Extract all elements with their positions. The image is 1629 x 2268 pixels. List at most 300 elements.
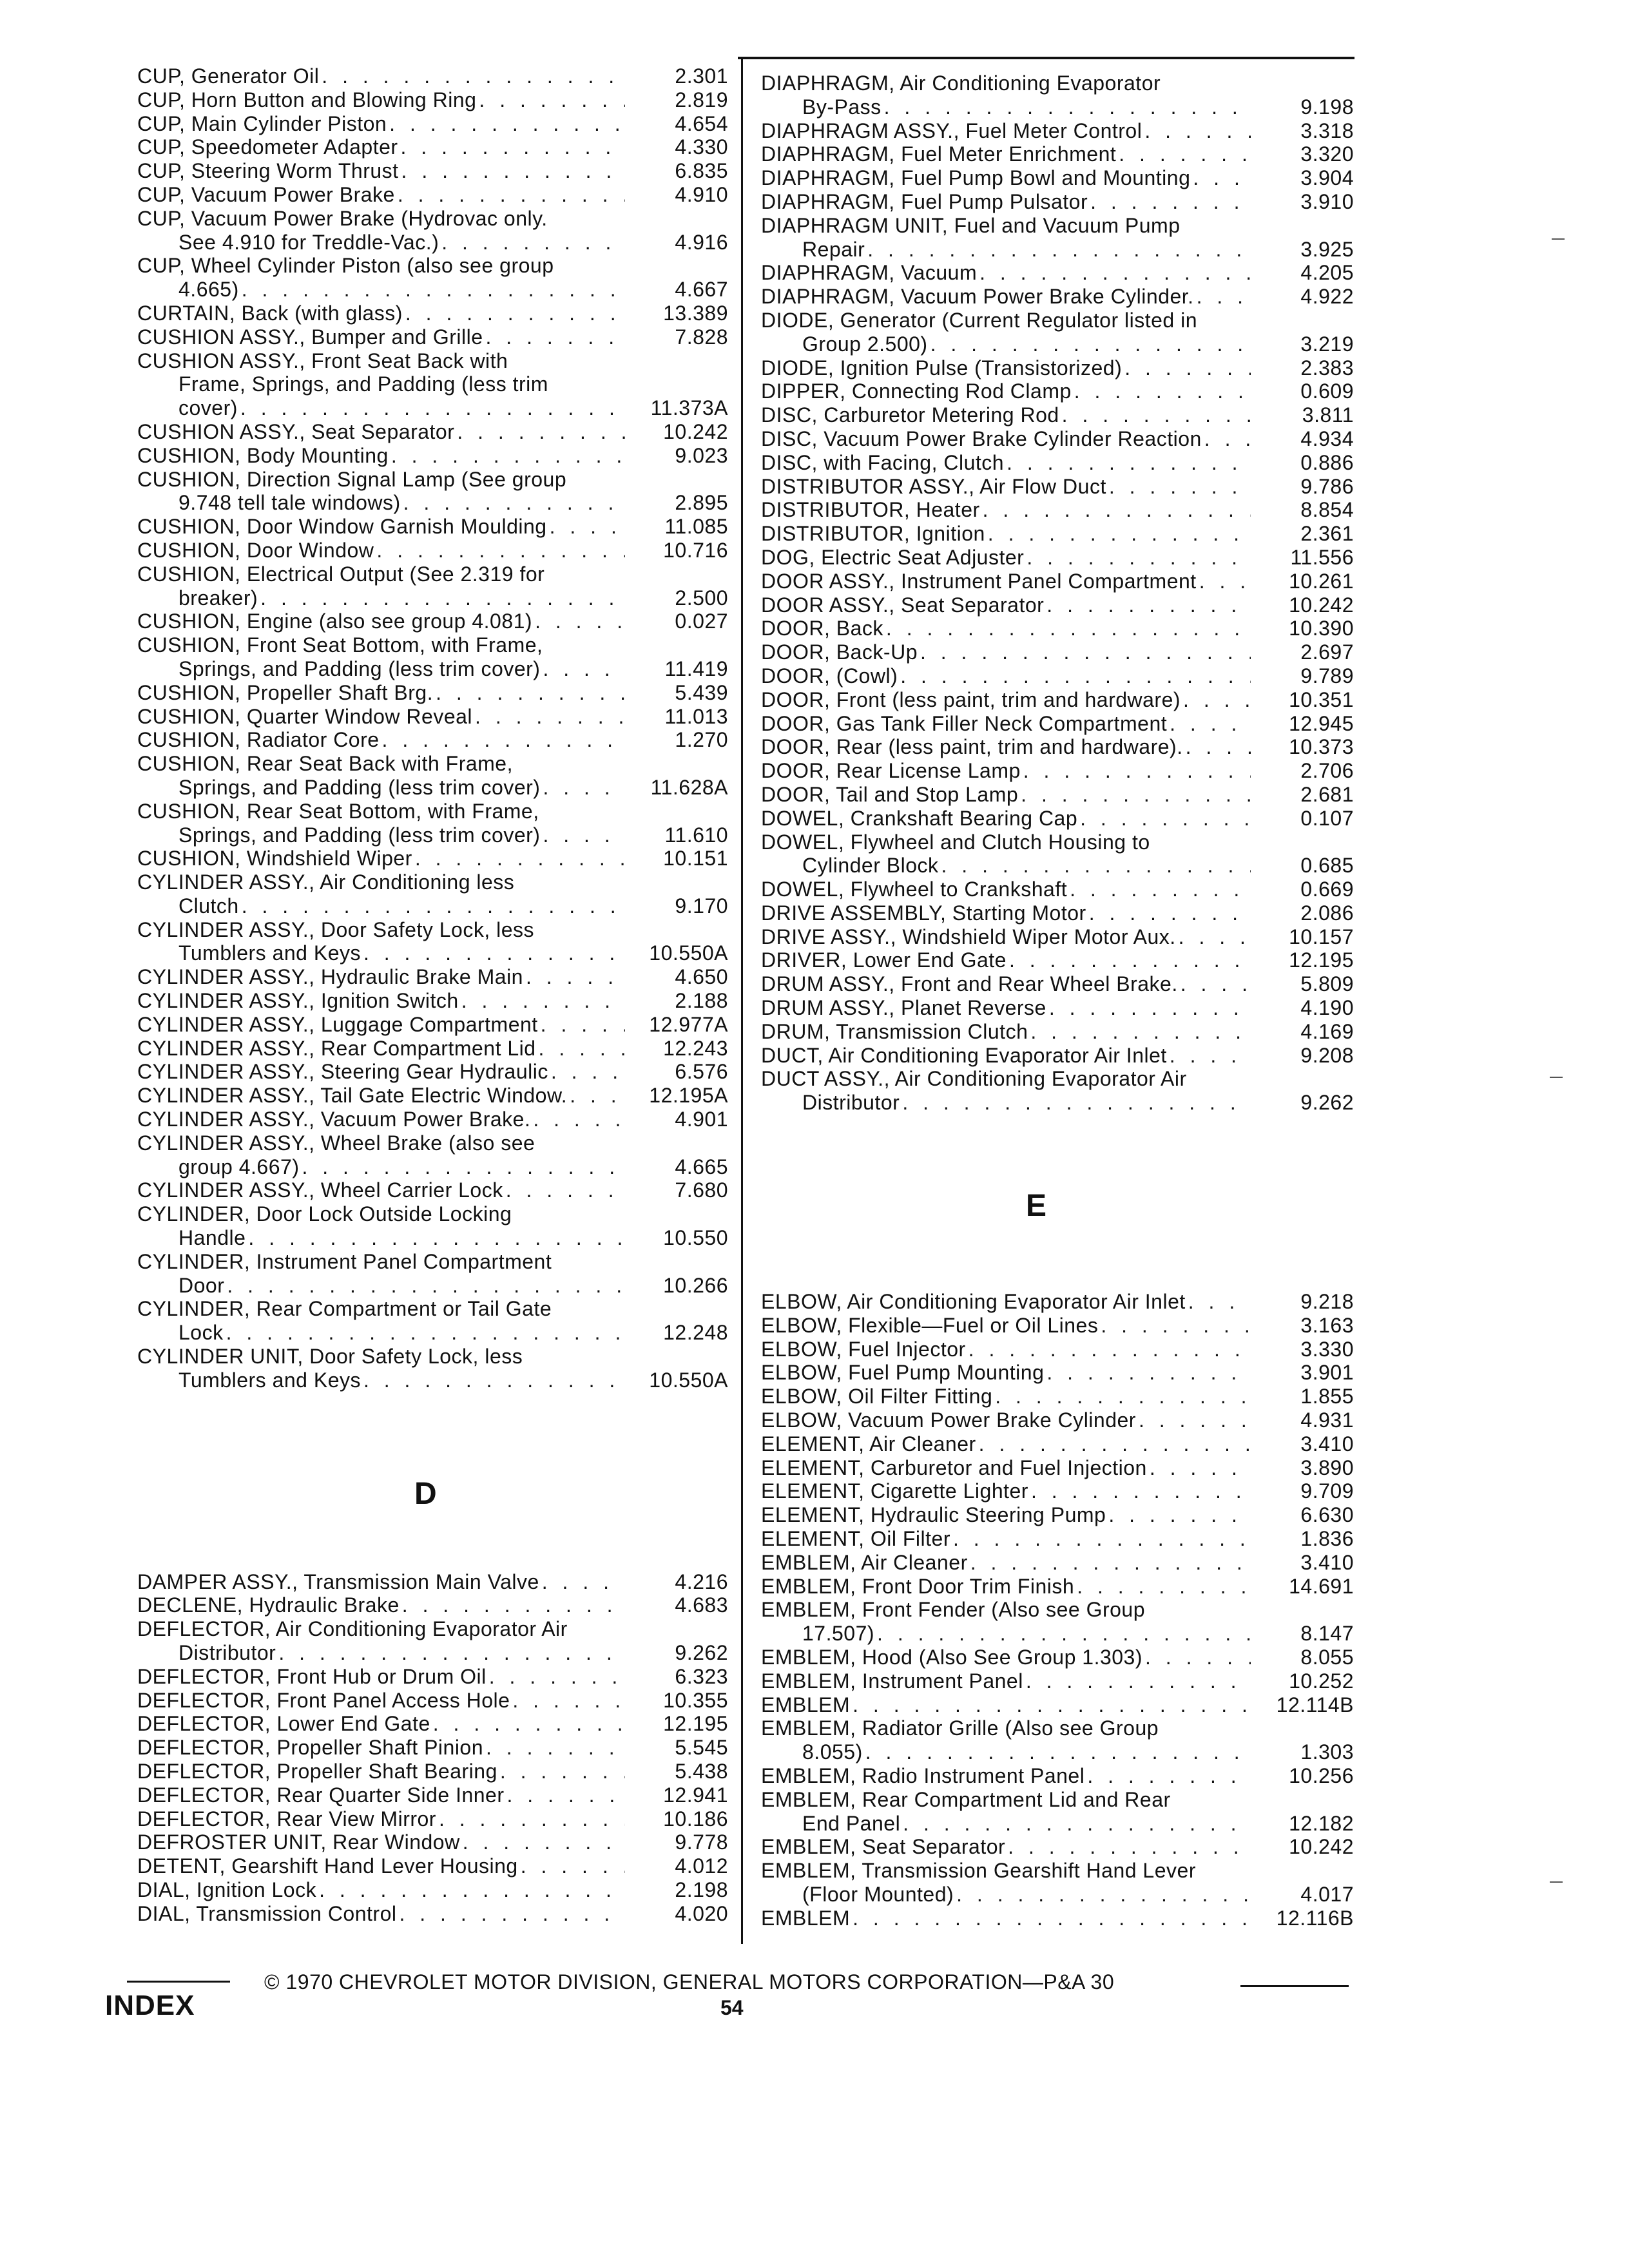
dot-leader [850,1907,1251,1930]
entry-page-ref: 1.855 [1300,1385,1354,1408]
entry-text: DEFLECTOR, Air Conditioning Evaporator Air [137,1617,568,1641]
entry-text: CUP, Horn Button and Blowing Ring [137,88,477,111]
index-entry [137,183,728,207]
dot-leader [1086,901,1251,925]
dot-leader [900,1091,1251,1115]
entry-text: CUSHION, Electrical Output (See 2.319 for [137,562,545,586]
entry-text: CURTAIN, Back (with glass) [137,301,403,325]
entry-page-ref: 3.910 [1300,189,1354,213]
entry-text: ELEMENT, Cigarette Lighter [761,1479,1028,1503]
entry-page-ref: 12.114B [1276,1693,1354,1716]
entry-text: DOOR, Back [761,617,883,640]
entry-text: DRUM, Transmission Clutch [761,1019,1028,1043]
entry-page-ref: 10.242 [1289,593,1354,617]
dot-leader [530,1108,625,1131]
index-entry [761,807,1354,831]
footer-rule-left [127,1981,230,1983]
dot-leader [538,1013,625,1037]
entry-text: DISC, with Facing, Clutch [761,450,1005,474]
index-entry [761,1598,1354,1646]
entry-page-ref: 12.945 [1289,711,1354,735]
dot-leader [400,1593,625,1617]
entry-text: Springs, and Padding (less trim cover) [178,823,541,847]
dot-leader [1194,285,1251,309]
index-entry [761,901,1354,925]
index-entry [761,617,1354,640]
entry-text: See 4.910 for Treddle-Vac.) [178,230,439,254]
entry-text: DISTRIBUTOR, Heater [761,498,980,522]
index-entry [761,142,1354,166]
dot-leader [1190,166,1251,190]
entry-text: End Panel [802,1811,901,1835]
dot-leader [968,1551,1251,1575]
entry-text: (Floor Mounted) [802,1882,954,1906]
entry-page-ref: 2.086 [1300,901,1354,925]
index-entry [761,1432,1354,1456]
index-entry [137,1570,728,1594]
index-entry [761,72,1354,119]
index-entry [761,640,1354,664]
index-entry [137,633,728,681]
index-entry [761,190,1354,214]
entry-page-ref: 12.116B [1276,1906,1354,1930]
entry-text: CYLINDER ASSY., Ignition Switch [137,989,459,1013]
entry-text: ELEMENT, Carburetor and Fuel Injection [761,1456,1147,1479]
footer-index-label: INDEX [105,1990,195,2021]
dot-leader [1007,948,1251,972]
entry-text: ELBOW, Oil Filter Fitting [761,1385,993,1408]
index-entry [761,735,1354,759]
entry-text: DECLENE, Hydraulic Brake [137,1593,400,1617]
entry-text: EMBLEM [761,1693,851,1716]
entry-page-ref: 11.373A [650,396,728,420]
index-entry [761,1551,1354,1575]
entry-page-ref: 4.922 [1300,285,1354,309]
entry-page-ref: 6.630 [1300,1503,1354,1527]
index-entry [761,925,1354,949]
index-entry [137,1037,728,1061]
entry-text: group 4.667) [178,1155,300,1178]
dot-leader [540,657,625,681]
dot-leader [1046,996,1251,1020]
index-entry [761,948,1354,972]
index-entry [137,1878,728,1902]
index-entry [137,1760,728,1783]
index-entry [761,878,1354,901]
entry-text: 8.055) [802,1740,863,1764]
entry-text: DEFLECTOR, Propeller Shaft Bearing [137,1760,497,1783]
index-entry [761,759,1354,783]
entry-text: DRIVE ASSY., Windshield Wiper Motor Aux. [761,925,1176,948]
index-entry [761,1314,1354,1338]
entry-page-ref: 4.190 [1300,996,1354,1020]
entry-page-ref: 1.270 [675,728,728,752]
entry-text: DOOR, Rear License Lamp [761,759,1021,783]
dot-leader [1183,735,1251,759]
dot-leader [523,965,625,989]
entry-text: Cylinder Block [802,854,939,878]
dot-leader [433,681,625,705]
index-entry [761,1020,1354,1044]
dot-leader [1018,783,1251,807]
dot-leader [1005,1835,1251,1859]
index-entry [137,207,728,255]
entry-page-ref: 9.262 [1300,1091,1354,1115]
entry-page-ref: 2.500 [675,586,728,610]
entry-text: EMBLEM, Air Cleaner [761,1550,968,1574]
dot-leader [539,1570,625,1594]
index-entry [761,1859,1354,1907]
entry-page-ref: 12.182 [1289,1811,1354,1835]
entry-page-ref: 10.157 [1289,925,1354,948]
index-entry [137,1807,728,1831]
entry-page-ref: 9.709 [1300,1479,1354,1503]
index-entry [137,1617,728,1665]
dot-leader [928,332,1251,356]
index-entry [761,972,1354,996]
entry-page-ref: 10.256 [1289,1764,1354,1787]
entry-page-ref: 3.890 [1300,1456,1354,1479]
entry-text: CUP, Steering Worm Thrust [137,159,399,183]
index-entry [761,664,1354,688]
dot-leader [1077,807,1251,831]
index-entry [137,610,728,633]
index-entry [761,309,1354,356]
entry-text: breaker) [178,586,258,610]
entry-text: CYLINDER ASSY., Vacuum Power Brake. [137,1108,531,1131]
dot-leader [224,1321,625,1345]
entry-text: DIAPHRAGM, Fuel Meter Enrichment [761,142,1117,166]
entry-text: ELBOW, Vacuum Power Brake Cylinder [761,1408,1136,1432]
dot-leader [1072,380,1251,403]
entry-text: DOOR, Back-Up [761,640,918,664]
entry-text: DEFLECTOR, Rear Quarter Side Inner [137,1783,505,1807]
dot-leader [454,420,625,444]
dot-leader [1084,1764,1251,1788]
index-entry [137,515,728,539]
entry-text: EMBLEM, Hood (Also See Group 1.303) [761,1646,1142,1669]
entry-text: CUSHION, Propeller Shaft Brg. [137,680,434,704]
entry-text: DEFLECTOR, Lower End Gate [137,1712,430,1736]
entry-text: CUP, Main Cylinder Piston [137,111,387,135]
entry-page-ref: 4.683 [675,1593,728,1617]
dot-leader [518,1854,625,1878]
entry-text: DIPPER, Connecting Rod Clamp [761,380,1072,403]
entry-text: CUSHION, Rear Seat Back with Frame, [137,752,513,776]
entry-text: EMBLEM, Rear Compartment Lid and Rear [761,1787,1171,1811]
entry-text: 9.748 tell tale windows) [178,491,401,515]
index-entry [761,261,1354,285]
entry-text: ELBOW, Flexible—Fuel or Oil Lines [761,1313,1099,1337]
entry-text: DOOR ASSY., Seat Separator [761,593,1045,617]
dot-leader [1098,1314,1251,1338]
index-entry [137,1593,728,1617]
entry-page-ref: 1.303 [1300,1740,1354,1764]
entry-text: ELBOW, Air Conditioning Evaporator Air Inlet [761,1290,1186,1314]
entry-text: Distributor [178,1641,276,1665]
dot-leader [401,491,625,515]
entry-page-ref: 9.198 [1300,95,1354,119]
dot-leader [380,728,625,752]
entry-text: DRIVER, Lower End Gate [761,948,1007,972]
index-entry [761,712,1354,736]
dot-leader [985,522,1251,546]
entry-page-ref: 4.205 [1300,261,1354,285]
dot-leader [239,894,625,918]
dot-leader [1147,1456,1251,1480]
entry-text: Clutch [178,894,239,918]
page-number: 54 [720,1996,744,2019]
entry-page-ref: 12.248 [663,1321,728,1345]
entry-text: CYLINDER ASSY., Door Safety Lock, less [137,918,534,941]
entry-page-ref: 3.410 [1300,1550,1354,1574]
entry-text: CUSHION, Front Seat Bottom, with Frame, [137,633,543,657]
index-entry [137,1250,728,1298]
dot-leader [1197,570,1251,593]
dot-leader [954,1883,1251,1907]
entry-page-ref: 12.195 [663,1712,728,1736]
dot-leader [258,586,625,610]
entry-text: CYLINDER ASSY., Luggage Compartment [137,1012,538,1036]
entry-text: CYLINDER, Instrument Panel Compartment [137,1249,552,1273]
index-entry [761,1290,1354,1314]
entry-text: DOOR, Front (less paint, trim and hardware) [761,687,1181,711]
index-entry [137,1831,728,1854]
entry-text: ELBOW, Fuel Injector [761,1337,966,1361]
dot-leader [459,989,625,1013]
dot-leader [882,95,1251,119]
left-entries-d [137,1570,728,1926]
index-entry [137,1712,728,1736]
entry-text: Tumblers and Keys [178,941,361,965]
entry-text: Frame, Springs, and Padding (less trim [178,372,548,396]
index-entry [761,1835,1354,1859]
entry-text: 17.507) [802,1622,875,1646]
index-entry [761,1408,1354,1432]
entry-text: Lock [178,1321,224,1345]
entry-text: CYLINDER ASSY., Air Conditioning less [137,870,515,894]
dot-leader [1021,759,1251,783]
entry-text: CYLINDER ASSY., Tail Gate Electric Window. [137,1084,568,1108]
index-entry [761,427,1354,451]
entry-page-ref: 0.107 [1300,806,1354,830]
entry-page-ref: 3.901 [1300,1361,1354,1385]
dot-leader [1044,593,1251,617]
right-entries-e [761,1290,1354,1930]
entry-text: 4.665) [178,278,239,302]
index-entry [137,539,728,562]
dot-leader [1023,1669,1251,1693]
index-entry [137,965,728,989]
entry-page-ref: 7.680 [675,1178,728,1202]
entry-text: DEFLECTOR, Rear View Mirror [137,1807,436,1831]
entry-page-ref: 0.609 [1300,380,1354,403]
entry-page-ref: 5.439 [675,680,728,704]
index-entry [761,996,1354,1020]
dot-leader [396,1902,625,1926]
entry-page-ref: 10.261 [1289,569,1354,593]
index-entry [137,1854,728,1878]
dot-leader [472,705,625,729]
entry-page-ref: 4.020 [675,1901,728,1925]
entry-text: CYLINDER UNIT, Door Safety Lock, less [137,1345,523,1369]
dot-leader [1167,1044,1251,1068]
entry-page-ref: 10.355 [663,1688,728,1712]
entry-text: CUSHION, Body Mounting [137,443,389,467]
entry-page-ref: 5.545 [675,1736,728,1760]
entry-text: DEFLECTOR, Front Panel Access Hole [137,1688,510,1712]
entry-page-ref: 10.390 [1289,617,1354,640]
dot-leader [374,539,625,562]
dot-leader [436,1807,625,1831]
index-entry [137,88,728,112]
dot-leader [1142,119,1251,143]
entry-text: DISTRIBUTOR, Ignition [761,522,985,546]
dot-leader [460,1831,625,1854]
index-entry [761,475,1354,499]
dot-leader [950,1527,1251,1551]
entry-page-ref: 2.301 [675,64,728,88]
entry-page-ref: 11.085 [664,515,728,539]
entry-text: CYLINDER, Door Lock Outside Locking [137,1202,512,1226]
index-entry [761,1044,1354,1068]
dot-leader [276,1641,625,1665]
dot-leader [1176,925,1251,949]
dot-leader [316,1878,625,1902]
dot-leader [1088,190,1251,214]
entry-page-ref: 7.828 [675,325,728,349]
entry-page-ref: 3.904 [1300,166,1354,190]
entry-page-ref: 10.151 [663,847,728,870]
dot-leader [1004,451,1251,475]
entry-page-ref: 6.323 [675,1664,728,1688]
dot-leader [918,640,1251,664]
dot-leader [992,1385,1251,1408]
entry-page-ref: 2.361 [1300,522,1354,546]
entry-text: CUSHION, Radiator Core [137,728,380,752]
index-entry [137,800,728,847]
footer-rule-right [1240,1985,1349,1987]
index-entry [761,1385,1354,1408]
index-entry [761,546,1354,570]
index-entry [761,1338,1354,1361]
dot-leader [1028,1479,1251,1503]
entry-page-ref: 3.219 [1300,332,1354,356]
index-entry [761,285,1354,309]
dot-leader [361,1369,625,1392]
index-entry [137,1783,728,1807]
entry-page-ref: 11.013 [664,704,728,728]
index-entry [137,1297,728,1345]
entry-text: DIAPHRAGM ASSY., Fuel Meter Control [761,119,1142,142]
entry-page-ref: 2.383 [1300,356,1354,380]
dot-leader [966,1338,1251,1361]
dot-leader [503,1178,625,1202]
index-entry [137,349,728,420]
entry-text: DIAL, Transmission Control [137,1901,397,1925]
index-entry [761,1527,1354,1551]
entry-page-ref: 5.438 [675,1760,728,1783]
entry-page-ref: 10.242 [663,419,728,443]
right-entries-d [761,72,1354,1115]
entry-text: CYLINDER ASSY., Wheel Brake (also see [137,1131,535,1155]
dot-leader [900,1812,1251,1836]
entry-text: CUP, Vacuum Power Brake (Hydrovac only. [137,206,548,230]
entry-page-ref: 11.628A [650,775,728,799]
dot-leader [863,1740,1251,1764]
index-entry [761,356,1354,380]
entry-page-ref: 3.320 [1300,142,1354,166]
footer-copyright: © 1970 CHEVROLET MOTOR DIVISION, GENERAL MOTORS CORPORATION—P&A 30 [264,1970,1115,1994]
index-entry [137,1689,728,1713]
dot-leader [510,1689,625,1713]
entry-page-ref: 11.419 [664,657,728,680]
entry-page-ref: 11.556 [1290,545,1354,569]
entry-text: CUSHION ASSY., Seat Separator [137,419,455,443]
index-entry [137,989,728,1013]
entry-page-ref: 3.163 [1300,1313,1354,1337]
index-entry [761,119,1354,143]
entry-text: Door [178,1273,225,1297]
index-entry [761,1788,1354,1836]
dot-leader [387,112,625,136]
dot-leader [483,1736,625,1760]
dot-leader [1106,1503,1251,1527]
entry-page-ref: 3.330 [1300,1337,1354,1361]
index-entry [137,325,728,349]
entry-page-ref: 14.691 [1289,1574,1354,1598]
dot-leader [224,1274,625,1298]
index-entry [761,1479,1354,1503]
section-letter-d: D [414,1476,438,1511]
dot-leader [1067,878,1251,901]
dot-leader [874,1622,1251,1646]
entry-text: DIAPHRAGM, Vacuum [761,261,978,285]
dot-leader [497,1760,625,1783]
index-entry [137,1131,728,1179]
entry-page-ref: 4.665 [675,1155,728,1178]
entry-text: CUSHION, Rear Seat Bottom, with Frame, [137,799,539,823]
index-entry [137,1108,728,1131]
index-entry [761,570,1354,593]
margin-mark [1550,1077,1563,1078]
dot-leader [1178,972,1251,996]
dot-leader [505,1783,626,1807]
entry-text: DIODE, Ignition Pulse (Transistorized) [761,356,1123,380]
index-entry [137,870,728,918]
entry-text: Tumblers and Keys [178,1368,361,1392]
entry-page-ref: 12.243 [663,1036,728,1060]
dot-leader [476,88,625,112]
dot-leader [977,261,1251,285]
entry-page-ref: 10.252 [1289,1669,1354,1693]
index-entry [137,705,728,729]
index-entry [761,1646,1354,1669]
dot-leader [939,854,1251,878]
entry-text: EMBLEM, Radio Instrument Panel [761,1764,1085,1787]
index-entry [137,1202,728,1250]
entry-text: Springs, and Padding (less trim cover) [178,657,541,680]
dot-leader [1122,356,1251,380]
dot-leader [850,1693,1251,1717]
entry-text: DISC, Vacuum Power Brake Cylinder Reaction [761,427,1202,450]
entry-text: DISC, Carburetor Metering Rod [761,403,1059,427]
entry-page-ref: 0.027 [675,610,728,633]
dot-leader [536,1037,625,1061]
index-entry [137,1178,728,1202]
entry-text: DEFROSTER UNIT, Rear Window [137,1831,460,1854]
entry-page-ref: 2.198 [675,1878,728,1901]
